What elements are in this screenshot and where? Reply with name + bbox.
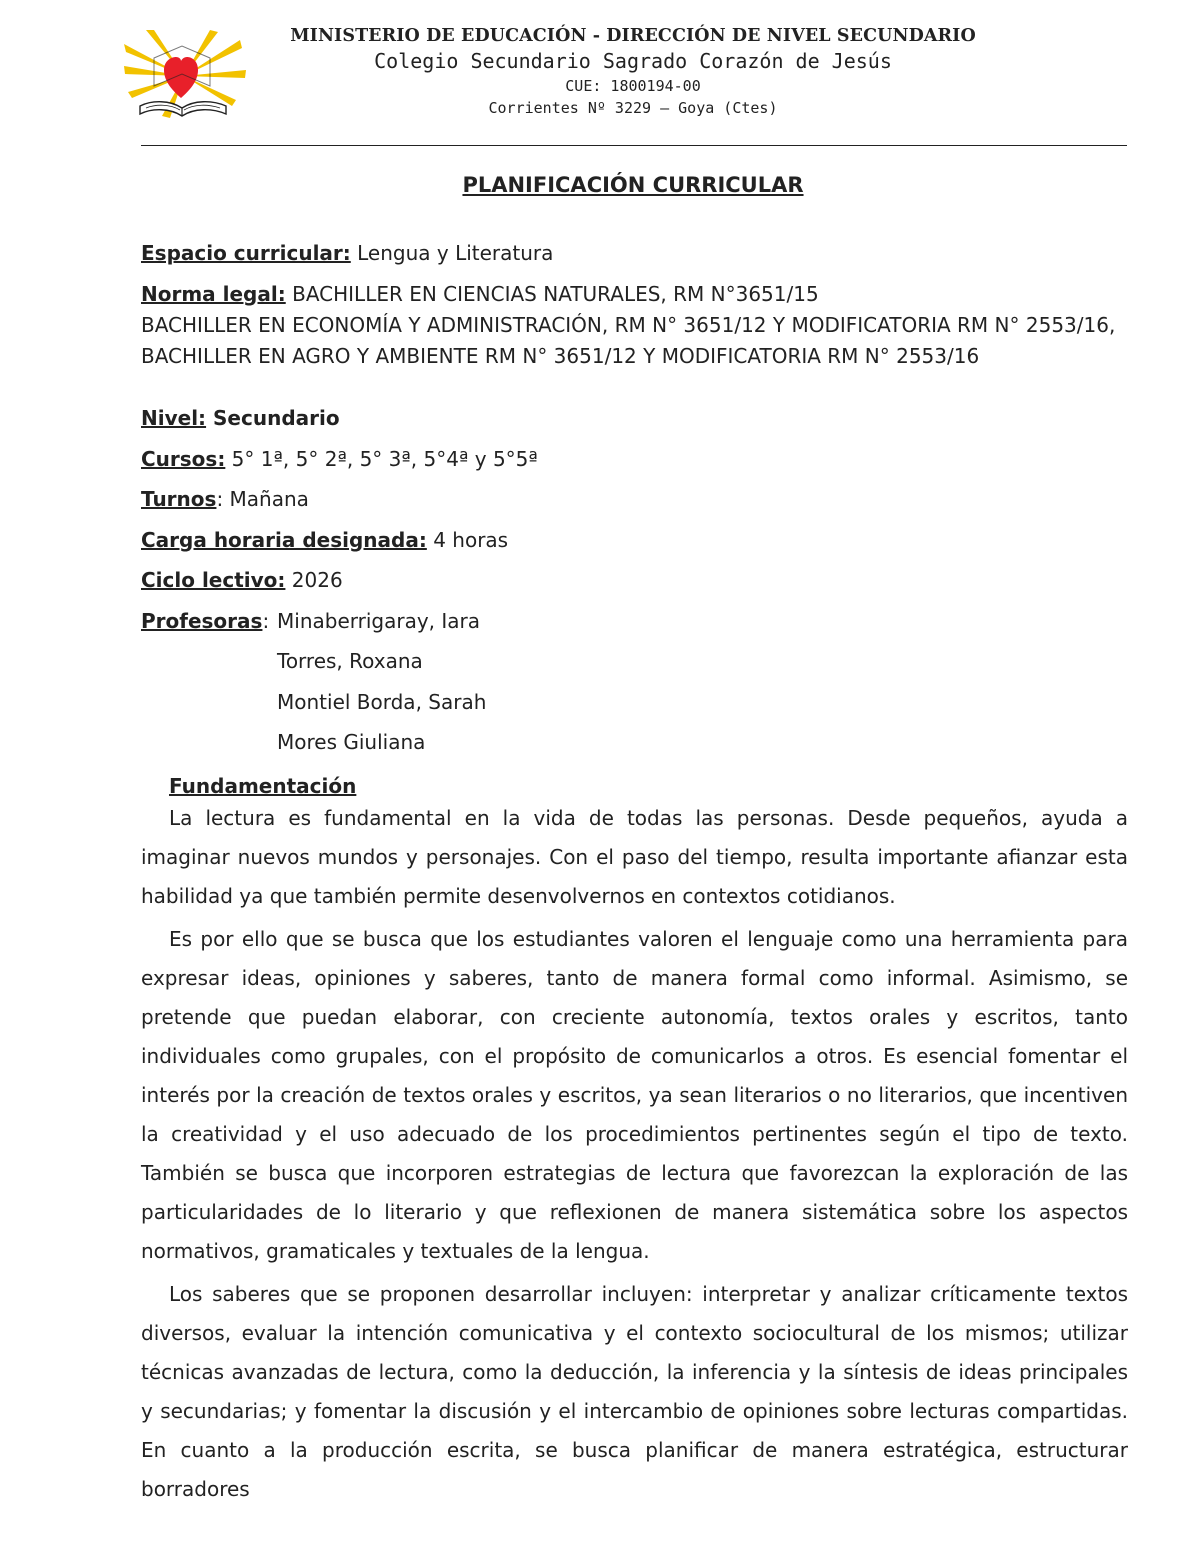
field-ciclo-lectivo (141, 565, 1131, 596)
field-value-continuation: BACHILLER EN ECONOMÍA Y ADMINISTRACIÓN, RM N° 3651/12 Y MODIFICATORIA RM N° 2553/16, BACHILLER EN AGRO Y AMBIENTE RM N° 3651/12 Y MODIFICATORIA RM N° 2553/16 (141, 313, 1116, 368)
paragraph: Los saberes que se proponen desarrollar incluyen: interpretar y analizar críticamente textos diversos, evaluar la intención comunicativa y el contexto sociocultural de los mismos; utilizar técnicas avanzadas de lectura, como la deducción, la inferencia y la síntesis de ideas principales y secundarias; y fomentar la discusión y el intercambio de opiniones sobre lecturas compartidas. En cuanto a la producción escrita, se busca planificar de manera estratégica, estructurar borradores (141, 1282, 1128, 1501)
field-label: Turnos (141, 487, 217, 511)
field-value: BACHILLER EN CIENCIAS NATURALES, RM N°3651/15 (285, 282, 819, 306)
header-divider (141, 145, 1127, 146)
teacher-name: Mores Giuliana (277, 730, 426, 754)
field-value: 4 horas (426, 528, 509, 552)
field-label: Cursos: (141, 447, 226, 471)
field-value: : Mañana (216, 487, 309, 511)
field-label: Profesoras (141, 609, 263, 633)
field-value: Lengua y Literatura (350, 241, 554, 265)
field-label: Norma legal: (141, 282, 286, 306)
school-address: Corrientes Nº 3229 – Goya (Ctes) (488, 99, 778, 117)
paragraph: Es por ello que se busca que los estudiantes valoren el lenguaje como una herramienta para expresar ideas, opiniones y saberes, tanto de manera formal como informal. Asimismo, se pretende que puedan elaborar, con creciente autonomía, textos orales y escritos, tanto individuales como grupales, con el propósito de comunicarlos a otros. Es esencial fomentar el interés por la creación de textos orales y escritos, ya sean literarios o no literarios, que incentiven la creatividad y el uso adecuado de los procedimientos pertinentes según el tipo de texto. También se busca que incorporen estrategias de lectura que favorezcan la exploración de las particularidades de lo literario y que reflexionen de manera sistemática sobre los aspectos normativos, gramaticales y textuales de la lengua. (141, 927, 1128, 1263)
field-separator: : (262, 609, 270, 633)
school-cue: CUE: 1800194-00 (565, 77, 701, 95)
field-label: Espacio curricular: (141, 241, 351, 265)
teacher-name: Torres, Roxana (277, 649, 423, 673)
section-title-fundamentacion: Fundamentación (169, 774, 357, 798)
field-cursos (141, 444, 1131, 475)
field-label: Ciclo lectivo: (141, 568, 286, 592)
field-turnos (141, 484, 1131, 515)
field-nivel (141, 403, 1131, 434)
school-name: Colegio Secundario Sagrado Corazón de Jesús (374, 49, 892, 73)
field-espacio-curricular (141, 238, 1131, 269)
teacher-name: Minaberrigaray, Iara (277, 609, 481, 633)
paragraph: La lectura es fundamental en la vida de todas las personas. Desde pequeños, ayuda a imaginar nuevos mundos y personajes. Con el paso del tiempo, resulta importante afianzar esta habilidad ya que también permite desenvolvernos en contextos cotidianos. (141, 806, 1128, 908)
field-value: Secundario (206, 406, 340, 430)
field-carga-horaria (141, 525, 1131, 556)
teacher-name: Montiel Borda, Sarah (277, 690, 487, 714)
field-norma-legal (141, 279, 1131, 372)
ministry-heading: MINISTERIO DE EDUCACIÓN - DIRECCIÓN DE NIVEL SECUNDARIO (290, 26, 976, 46)
document-title: PLANIFICACIÓN CURRICULAR (462, 173, 804, 197)
field-value: 5° 1ª, 5° 2ª, 5° 3ª, 5°4ª y 5°5ª (225, 447, 538, 471)
field-label: Carga horaria designada: (141, 528, 427, 552)
field-value: 2026 (285, 568, 343, 592)
field-label: Nivel: (141, 406, 207, 430)
